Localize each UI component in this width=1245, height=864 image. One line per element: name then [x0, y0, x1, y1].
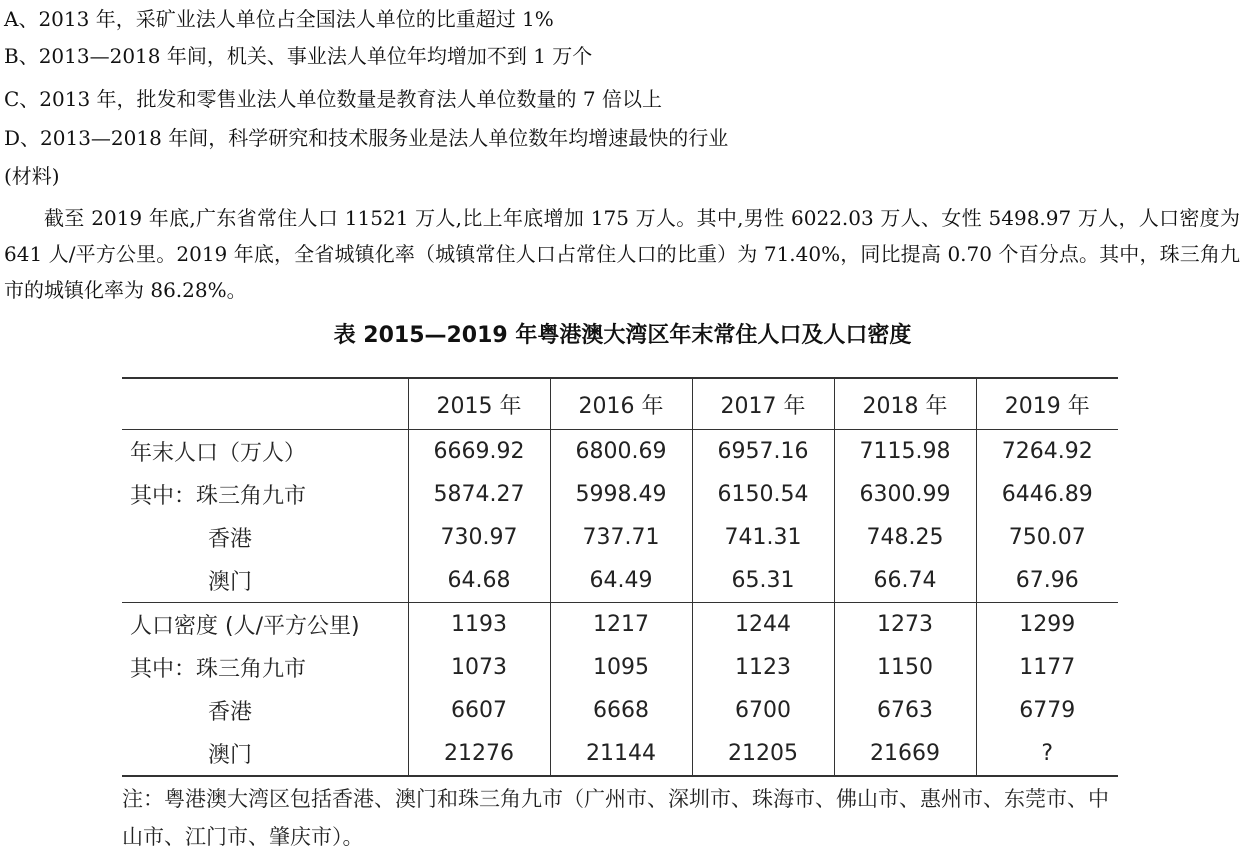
- table-cell: 7264.92: [976, 430, 1118, 474]
- table-row: [122, 559, 1118, 603]
- table-cell: 6446.89: [976, 473, 1118, 516]
- table-cell: 1123: [692, 646, 834, 689]
- table-row: [122, 430, 1118, 474]
- table-cell: 21205: [692, 732, 834, 776]
- table-cell: 6669.92: [408, 430, 550, 474]
- header-cell: 2017 年: [692, 378, 834, 430]
- row-label: 年末人口（万人）: [130, 441, 307, 466]
- table-row: [122, 732, 1118, 776]
- row-label: 澳门: [122, 732, 408, 776]
- table-cell: 6800.69: [550, 430, 692, 474]
- table-cell: 748.25: [834, 516, 976, 559]
- table-cell: 21669: [834, 732, 976, 776]
- table-header-row: [122, 378, 1118, 430]
- table-cell: 21144: [550, 732, 692, 776]
- table-cell: 1073: [408, 646, 550, 689]
- table-cell: 6668: [550, 689, 692, 732]
- header-cell: 2019 年: [976, 378, 1118, 430]
- option-a: A、2013 年，采矿业法人单位占全国法人单位的比重超过 1%: [4, 7, 554, 31]
- header-cell: 2016 年: [550, 378, 692, 430]
- table-cell: 21276: [408, 732, 550, 776]
- table-cell: 6700: [692, 689, 834, 732]
- option-c: C、2013 年，批发和零售业法人单位数量是教育法人单位数量的 7 倍以上: [4, 87, 662, 111]
- table-cell: 741.31: [692, 516, 834, 559]
- table-cell: 737.71: [550, 516, 692, 559]
- table-cell: 1299: [976, 603, 1118, 647]
- table-cell: 1244: [692, 603, 834, 647]
- header-cell: 2018 年: [834, 378, 976, 430]
- table-note: 注：粤港澳大湾区包括香港、澳门和珠三角九市（广州市、深圳市、珠海市、佛山市、惠州市、东莞市、中山市、江门市、肇庆市）。: [122, 787, 1109, 849]
- table-cell: 6957.16: [692, 430, 834, 474]
- table-cell: 1217: [550, 603, 692, 647]
- table-cell: 750.07: [976, 516, 1118, 559]
- table-row: [122, 603, 1118, 647]
- table-cell: 1177: [976, 646, 1118, 689]
- table-cell: 730.97: [408, 516, 550, 559]
- row-label: 其中：珠三角九市: [130, 657, 307, 682]
- row-label: 人口密度 (人/平方公里): [122, 603, 408, 647]
- table-cell: 5874.27: [408, 473, 550, 516]
- row-label: 香港: [208, 527, 253, 552]
- table-cell: ?: [976, 732, 1118, 776]
- row-label: 澳门: [208, 570, 253, 595]
- row-label: 其中：珠三角九市: [130, 484, 307, 509]
- table-cell: 6607: [408, 689, 550, 732]
- table-cell: 65.31: [692, 559, 834, 603]
- table-cell: 64.49: [550, 559, 692, 603]
- material-label: (材料): [4, 164, 60, 188]
- table-row: [122, 646, 1118, 689]
- table-cell: 6763: [834, 689, 976, 732]
- option-b: B、2013—2018 年间，机关、事业法人单位年均增加不到 1 万个: [4, 44, 593, 68]
- row-label: 香港: [208, 700, 253, 725]
- table-row: [122, 516, 1118, 559]
- table-cell: 67.96: [976, 559, 1118, 603]
- material-paragraph: 截至 2019 年底,广东省常住人口 11521 万人,比上年底增加 175 万人。其中,男性 6022.03 万人、女性 5498.97 万人，人口密度为 641 人/平方公里。2019 年底，全省城镇化率（城镇常住人口占常住人口的比重）为 71.40%，同比提高 0.70 个百分点。其中，珠三角九市的城镇化率为 86.28%。: [4, 206, 1240, 302]
- table-title: 表 2015—2019 年粤港澳大湾区年末常住人口及人口密度: [333, 323, 912, 348]
- table-cell: 66.74: [834, 559, 976, 603]
- option-d: D、2013—2018 年间，科学研究和技术服务业是法人单位数年均增速最快的行业: [4, 126, 729, 150]
- table-cell: 1273: [834, 603, 976, 647]
- table-cell: 7115.98: [834, 430, 976, 474]
- table-cell: 5998.49: [550, 473, 692, 516]
- header-cell: 2015 年: [408, 378, 550, 430]
- table-cell: 64.68: [408, 559, 550, 603]
- table-cell: 1095: [550, 646, 692, 689]
- table-cell: 6779: [976, 689, 1118, 732]
- table-cell: 1193: [408, 603, 550, 647]
- table-row: [122, 689, 1118, 732]
- table-row: [122, 473, 1118, 516]
- header-cell: [122, 378, 408, 430]
- table-cell: 6300.99: [834, 473, 976, 516]
- table-cell: 6150.54: [692, 473, 834, 516]
- table-cell: 1150: [834, 646, 976, 689]
- population-table: [122, 377, 1118, 777]
